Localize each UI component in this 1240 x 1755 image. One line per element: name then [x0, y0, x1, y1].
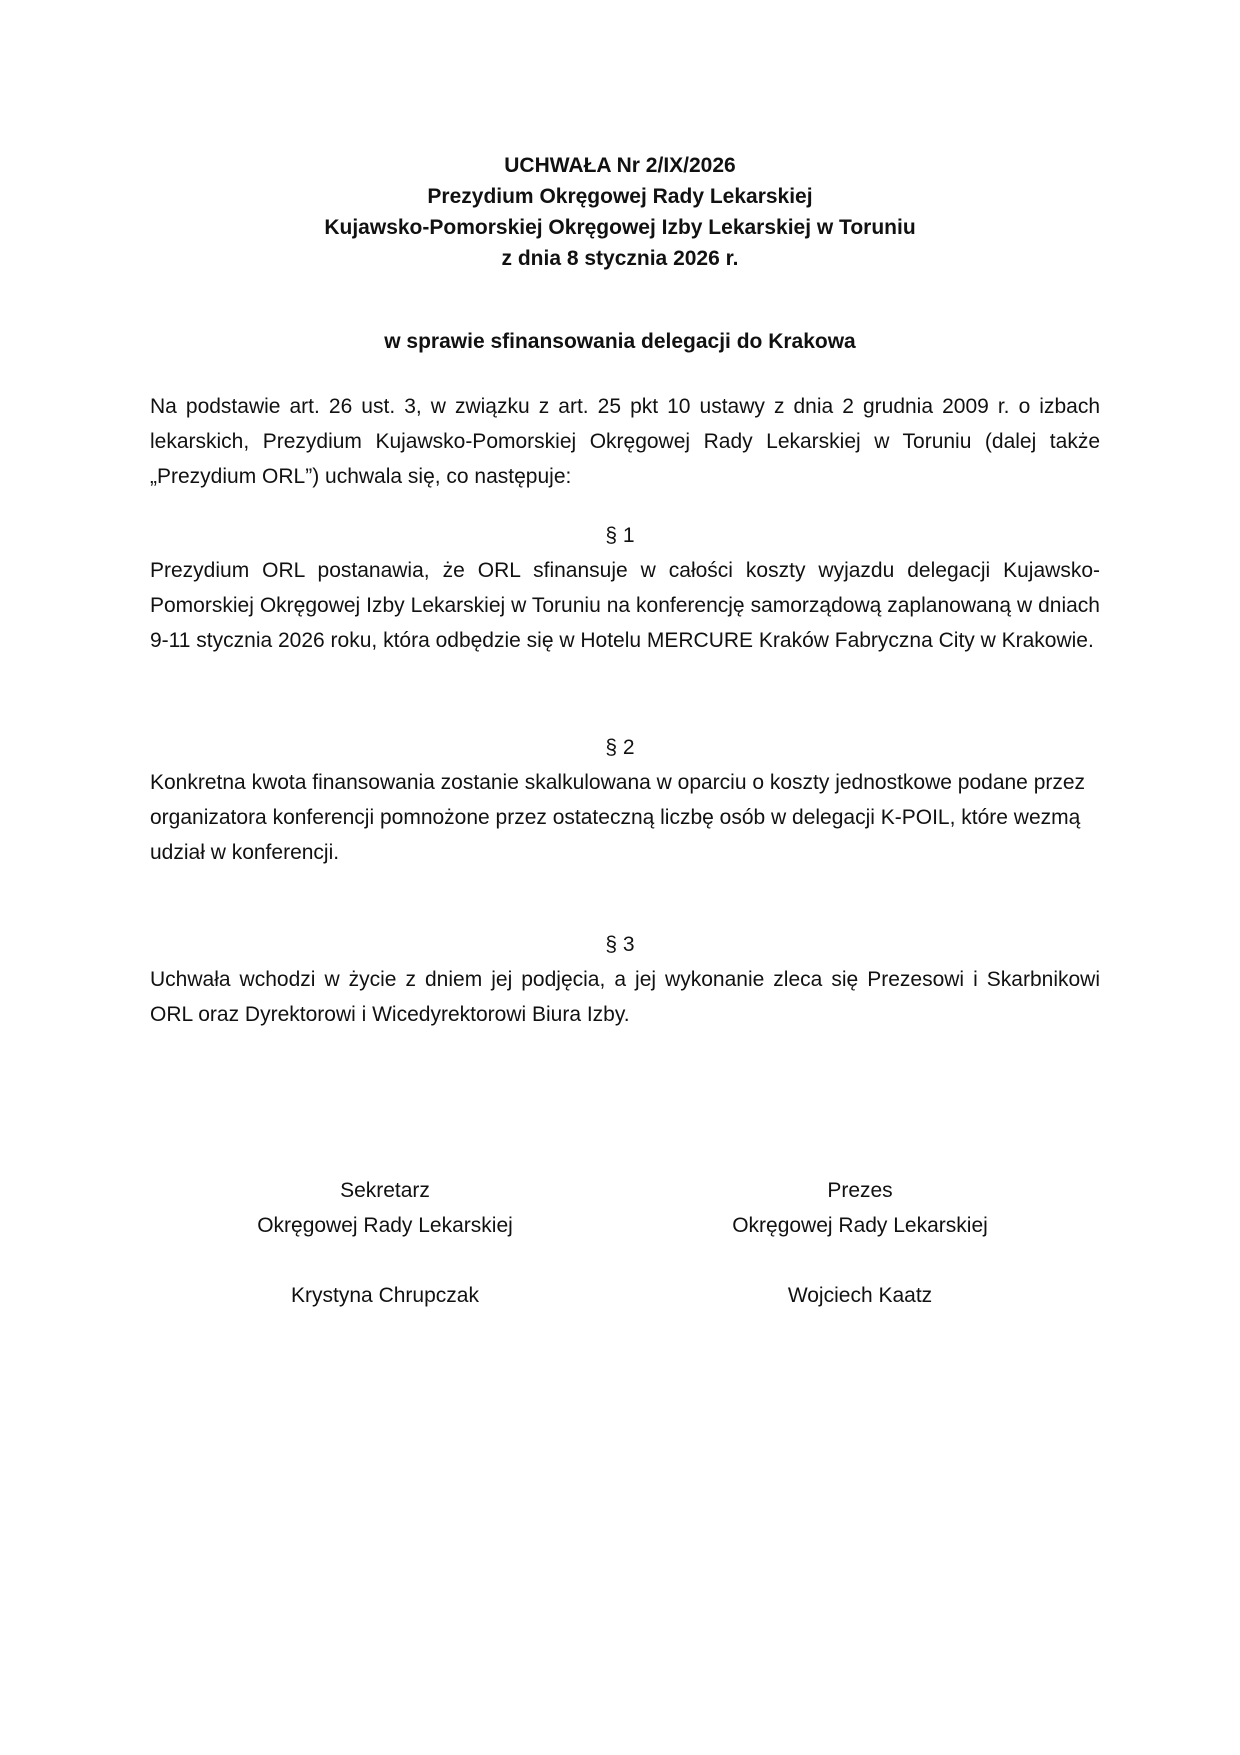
issuing-body: Prezydium Okręgowej Rady Lekarskiej — [427, 185, 813, 208]
signature-secretary — [175, 1173, 595, 1313]
signature-body: Okręgowej Rady Lekarskiej — [257, 1214, 513, 1237]
signature-name: Wojciech Kaatz — [787, 1284, 933, 1307]
signature-role: Sekretarz — [340, 1179, 430, 1202]
signature-role: Prezes — [827, 1179, 893, 1202]
section-1-text: Prezydium ORL postanawia, że ORL sfinansuje w całości koszty wyjazdu delegacji Kujawsko-Pomorskiej Okręgowej Izby Lekarskiej w Toruniu na konferencję samorządową zaplanowaną w dniach 9-11 stycznia 2026 roku, która odbędzie się w Hotelu MERCURE Kraków Fabryczna City w Krakowie. — [150, 559, 1100, 652]
issuing-chamber: Kujawsko-Pomorskiej Okręgowej Izby Lekarskiej w Toruniu — [324, 216, 916, 239]
section-3-text: Uchwała wchodzi w życie z dniem jej podjęcia, a jej wykonanie zleca się Prezesowi i Skarbnikowi ORL oraz Dyrektorowi i Wicedyrektorowi Biura Izby. — [150, 968, 1100, 1026]
signature-name: Krystyna Chrupczak — [291, 1284, 479, 1307]
resolution-header — [0, 150, 1240, 274]
section-1-mark: § 1 — [605, 524, 635, 547]
section-3-mark: § 3 — [605, 933, 635, 956]
resolution-subject: w sprawie sfinansowania delegacji do Krakowa — [384, 330, 856, 353]
signature-body: Okręgowej Rady Lekarskiej — [732, 1214, 988, 1237]
resolution-number: UCHWAŁA Nr 2/IX/2026 — [504, 154, 736, 177]
resolution-date: z dnia 8 stycznia 2026 r. — [501, 247, 739, 270]
preamble: Na podstawie art. 26 ust. 3, w związku z art. 25 pkt 10 ustawy z dnia 2 grudnia 2009 r. o izbach lekarskich, Prezydium Kujawsko-Pomorskiej Okręgowej Rady Lekarskiej w Toruniu (dalej także „Prezydium ORL”) uchwala się, co następuje: — [150, 395, 1100, 488]
signature-president — [650, 1173, 1070, 1313]
section-2-mark: § 2 — [605, 736, 635, 759]
section-2-text: Konkretna kwota finansowania zostanie skalkulowana w oparciu o koszty jednostkowe podane przez organizatora konferencji pomnożone przez ostateczną liczbę osób w delegacji K-POIL, które wezmą udział w konferencji. — [150, 771, 1086, 864]
